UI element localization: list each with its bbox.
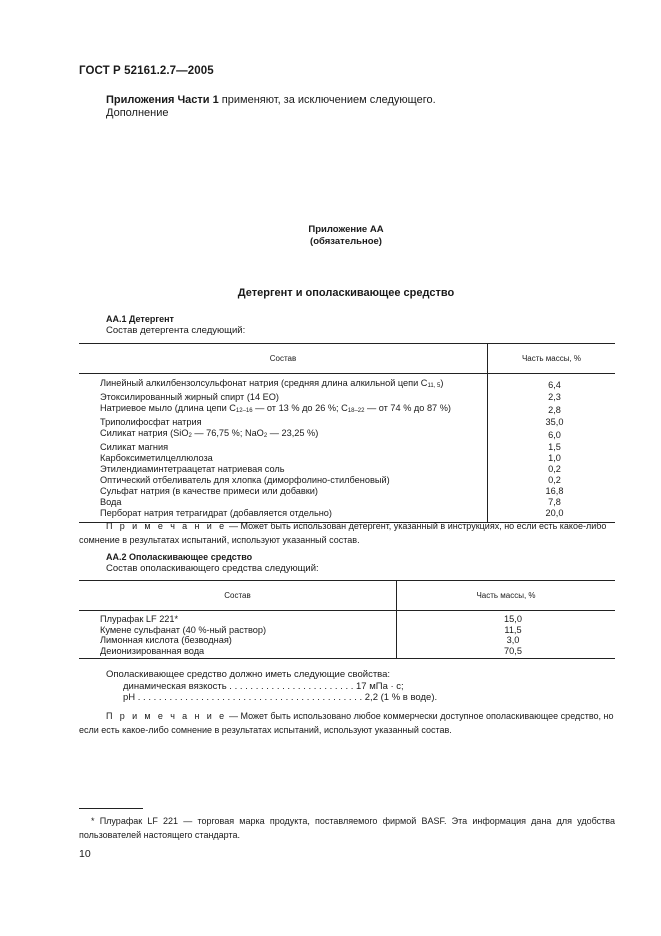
mass-fraction: 7,8 — [548, 497, 561, 507]
component-text: Карбоксиметилцеллюлоза — [100, 453, 213, 463]
mass-fraction: 0,2 — [548, 475, 561, 485]
rinse-props-intro: Ополаскивающее средство должно иметь следующие свойства: — [106, 669, 391, 680]
component-name: Кумене сульфанат (40 %-ный раствор) — [79, 625, 397, 636]
intro-rest: применяют, за исключением следующего. — [218, 94, 436, 106]
component-text: Триполифосфат натрия — [100, 417, 202, 427]
col-composition: Состав — [79, 581, 397, 611]
col-composition: Состав — [79, 344, 488, 374]
mass-fraction: 2,8 — [548, 404, 561, 415]
component-name — [79, 475, 488, 486]
mass-fraction: 70,5 — [504, 645, 522, 656]
mass-fraction: 1,0 — [548, 453, 561, 463]
table-row — [79, 646, 615, 659]
col-mass: Часть массы, % — [488, 344, 616, 374]
component-subscript: 2 — [263, 433, 268, 439]
component-subscript: 11, 5 — [427, 383, 441, 389]
mass-fraction: 1,5 — [548, 442, 561, 452]
component-subscript: 12–16 — [235, 408, 253, 414]
table-row — [79, 392, 615, 403]
table-row — [79, 635, 615, 646]
mass-fraction: 6,4 — [548, 379, 561, 390]
component-text: Силикат натрия (SiO — [100, 428, 189, 438]
component-text: — от 13 % до 26 %; С — [252, 403, 348, 413]
rinse-table — [79, 580, 615, 659]
mass-fraction: 20,0 — [545, 508, 564, 518]
component-text: Сульфат натрия (в качестве примеси или добавки) — [100, 486, 318, 496]
aa2-heading: АА.2 Ополаскивающее средство — [106, 552, 253, 562]
intro-bold: Приложения Части 1 — [106, 94, 219, 106]
footnote-rule — [79, 808, 143, 809]
component-text: — от 74 % до 87 %) — [364, 403, 451, 413]
intro-addition: Дополнение — [106, 107, 169, 119]
table-row — [79, 442, 615, 453]
component-text: Оптический отбеливатель для хлопка (диморфолино-стилбеновый) — [100, 475, 390, 485]
component-subscript: 2 — [188, 433, 192, 439]
intro-line — [106, 94, 436, 106]
component-text: Вода — [100, 497, 122, 507]
table-row — [79, 417, 615, 428]
rinse-prop-ph: pH . . . . . . . . . . . . . . . . . . . . . . . . . . . . . . . . . . . . . . . . . . . 2,2 (1 % в воде). — [123, 692, 438, 703]
mass-fraction: 6,0 — [548, 429, 561, 440]
table-row — [79, 625, 615, 636]
component-text: Линейный алкилбензолсульфонат натрия (средняя длина алкильной цепи С — [100, 378, 428, 388]
rinse-prop-viscosity: динамическая вязкость . . . . . . . . . . . . . . . . . . . . . . . . 17 мПа · с; — [123, 681, 404, 692]
component-name — [79, 392, 488, 403]
table-row — [79, 611, 615, 625]
aa1-intro: Состав детергента следующий: — [106, 325, 246, 336]
aa1-heading: АА.1 Детергент — [106, 314, 174, 324]
detergent-table-body — [79, 374, 615, 523]
aa2-intro: Состав ополаскивающего средства следующий: — [106, 563, 319, 574]
component-text: Этоксилированный жирный спирт (14 ЕО) — [100, 392, 279, 402]
appendix-title: Приложение АА — [308, 224, 384, 235]
document-header: ГОСТ Р 52161.2.7—2005 — [79, 65, 214, 77]
component-name — [79, 497, 488, 508]
aa1-note — [79, 519, 615, 547]
mass-fraction: 0,2 — [548, 464, 561, 474]
mass-fraction: 11,5 — [504, 624, 522, 635]
table-row — [79, 403, 615, 417]
component-name — [79, 453, 488, 464]
appendix-status: (обязательное) — [310, 236, 382, 247]
table-row — [79, 428, 615, 442]
component-name — [79, 428, 488, 442]
footnote — [79, 814, 615, 842]
table-row — [79, 497, 615, 508]
component-name — [79, 417, 488, 428]
component-name: Лимонная кислота (безводная) — [79, 635, 397, 646]
component-text: Этилендиаминтетраацетат натриевая соль — [100, 464, 285, 474]
mass-fraction: 3,0 — [506, 635, 520, 645]
component-name — [79, 464, 488, 475]
section-title: Детергент и ополаскивающее средство — [237, 287, 455, 299]
aa2-note — [79, 709, 615, 737]
detergent-table — [79, 343, 615, 523]
mass-fraction: 35,0 — [545, 417, 564, 427]
component-name — [79, 486, 488, 497]
component-name: Деионизированная вода — [79, 646, 397, 659]
component-text: Силикат магния — [100, 442, 169, 452]
rinse-table-body — [79, 611, 615, 659]
table-row — [79, 453, 615, 464]
table-row — [79, 475, 615, 486]
component-subscript: 18–22 — [347, 408, 365, 414]
component-text: — 76,75 %; NaO — [191, 428, 264, 438]
aa2-note-label: П р и м е ч а н и е — [106, 711, 227, 721]
mass-fraction: 2,3 — [548, 392, 561, 402]
aa2-note-text: — Может быть использовано любое коммерчески доступное ополаскивающее средство, но если есть какое-либо сомнение в результатах испытаний, используют указанный состав. — [79, 711, 614, 735]
component-text: ) — [440, 378, 444, 388]
component-name — [79, 403, 488, 417]
component-name: Плурафак LF 221* — [79, 611, 397, 625]
component-text: — 23,25 %) — [267, 428, 319, 438]
component-text: Перборат натрия тетрагидрат (добавляется отдельно) — [100, 508, 332, 518]
page-number: 10 — [79, 848, 91, 860]
mass-fraction: 16,8 — [545, 486, 564, 496]
aa1-note-label: П р и м е ч а н и е — [106, 521, 227, 531]
component-name — [79, 442, 488, 453]
table-row — [79, 374, 615, 393]
mass-fraction: 15,0 — [504, 614, 522, 624]
aa1-note-text: — Может быть использован детергент, указанный в инструкциях, но если есть какое-либо сомнение в результатах испытаний, используют указанный состав. — [79, 521, 607, 545]
component-text: Натриевое мыло (длина цепи С — [100, 403, 236, 413]
table-row — [79, 486, 615, 497]
table-row — [79, 464, 615, 475]
col-mass: Часть массы, % — [397, 581, 616, 611]
component-name — [79, 374, 488, 393]
footnote-text: * Плурафак LF 221 — торговая марка продукта, поставляемого фирмой BASF. Эта информация дана для удобства пользователей настоящего стандарта. — [79, 816, 615, 840]
